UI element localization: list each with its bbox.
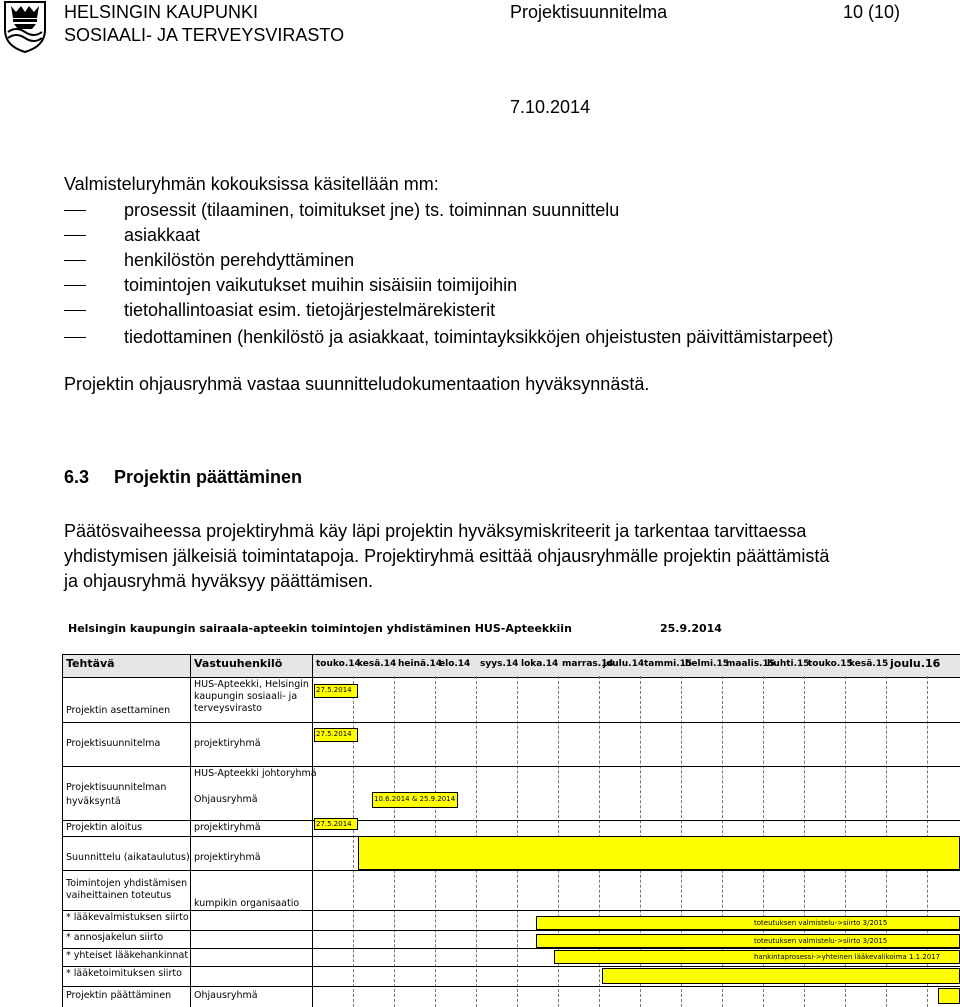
- gantt-title: Helsingin kaupungin sairaala-apteekin toimintojen yhdistäminen HUS-Apteekkiin: [68, 622, 572, 635]
- page-number: 10 (10): [843, 2, 901, 22]
- list-item: asiakkaat: [64, 225, 200, 246]
- gantt-task-label: * yhteiset lääkehankinnat: [66, 950, 189, 961]
- gantt-task-label: hyväksyntä: [66, 796, 121, 807]
- org-name-line2: SOSIAALI- JA TERVEYSVIRASTO: [64, 25, 345, 45]
- gantt-row-divider: [62, 722, 960, 723]
- gantt-month-header: syys.14: [480, 659, 519, 669]
- gantt-bar: [358, 836, 960, 870]
- org-name-line1: HELSINGIN KAUPUNKI: [64, 2, 259, 22]
- gantt-responsible-label: projektiryhmä: [194, 852, 261, 863]
- gantt-bar-label: 27.5.2014: [316, 730, 352, 738]
- gantt-bar-label: 27.5.2014: [316, 686, 352, 694]
- gantt-month-header: tammi.15: [644, 659, 693, 669]
- gantt-task-label: Projektin asettaminen: [66, 705, 171, 716]
- gantt-bar-label: toteutuksen valmistelu->siirto 3/2015: [754, 919, 888, 927]
- gantt-bar-label: toteutuksen valmistelu->siirto 3/2015: [754, 937, 888, 945]
- gantt-row-divider: [62, 948, 960, 949]
- gantt-col-task: Tehtävä: [66, 657, 115, 670]
- gantt-task-label: * lääkevalmistuksen siirto: [66, 912, 189, 923]
- list-item: henkilöstön perehdyttäminen: [64, 250, 354, 271]
- gantt-row-divider: [62, 966, 960, 967]
- gantt-responsible-label: projektiryhmä: [194, 738, 261, 749]
- gantt-task-label: Projektin päättäminen: [66, 990, 172, 1001]
- gantt-month-header: elo.14: [439, 659, 471, 669]
- gantt-month-header: heinä.14: [398, 659, 443, 669]
- gantt-responsible-label: kumpikin organisaatio: [194, 898, 300, 909]
- gantt-header-row: [62, 654, 960, 678]
- gantt-responsible-label: projektiryhmä: [194, 822, 261, 833]
- gantt-month-divider: [353, 676, 354, 1007]
- gantt-responsible-label: HUS-Apteekki johtoryhmä: [194, 768, 317, 779]
- section-paragraph-line: ja ohjausryhmä hyväksyy päättämisen.: [64, 571, 374, 591]
- gantt-month-header: touko.14: [316, 659, 361, 669]
- gantt-responsible-label: terveysvirasto: [194, 703, 262, 714]
- section-number: 6.3: [64, 467, 90, 487]
- gantt-row-divider: [62, 986, 960, 987]
- gantt-bar: [938, 988, 960, 1004]
- gantt-bar-label: hankintaprosessi->yhteinen lääkevalikoima 1.1.2017: [754, 953, 941, 961]
- gantt-bar: [536, 934, 960, 948]
- helsinki-crest-icon: [2, 0, 48, 54]
- list-item: prosessit (tilaaminen, toimitukset jne) ts. toiminnan suunnittelu: [64, 200, 619, 221]
- document-type: Projektisuunnitelma: [510, 2, 668, 22]
- gantt-responsible-label: Ohjausryhmä: [194, 990, 258, 1001]
- gantt-task-label: Suunnittelu (aikataulutus): [66, 852, 190, 863]
- gantt-row-divider: [62, 820, 960, 821]
- gantt-row-divider: [62, 766, 960, 767]
- gantt-month-header: loka.14: [521, 659, 559, 669]
- gantt-column-divider: [62, 654, 63, 1007]
- gantt-task-label: Projektisuunnitelman: [66, 782, 167, 793]
- gantt-bar-label: 27.5.2014: [316, 820, 352, 828]
- gantt-task-label: Projektin aloitus: [66, 822, 143, 833]
- gantt-task-label: * annosjakelun siirto: [66, 932, 164, 943]
- intro-text: Valmisteluryhmän kokouksissa käsitellään mm:: [64, 174, 439, 194]
- gantt-month-header: helmi.15: [685, 659, 730, 669]
- gantt-column-divider: [312, 654, 313, 1007]
- gantt-month-header: joulu.16: [890, 657, 941, 670]
- gantt-responsible-label: kaupungin sosiaali- ja: [194, 691, 298, 702]
- gantt-chart: [62, 614, 960, 1007]
- list-item: toimintojen vaikutukset muihin sisäisiin toimijoihin: [64, 275, 517, 296]
- document-date: 7.10.2014: [510, 97, 591, 117]
- gantt-row-divider: [62, 870, 960, 871]
- gantt-month-header: touko.15: [808, 659, 853, 669]
- section-paragraph-line: Päätösvaiheessa projektiryhmä käy läpi projektin hyväksymiskriteerit ja tarkentaa tarvittaessa: [64, 521, 807, 541]
- gantt-bar-label: 10.6.2014 & 25.9.2014: [374, 795, 456, 803]
- gantt-task-label: Toimintojen yhdistämisen: [66, 878, 188, 889]
- gantt-bar: [602, 968, 960, 984]
- gantt-task-label: * lääketoimituksen siirto: [66, 968, 182, 979]
- gantt-month-header: maalis.15: [726, 659, 775, 669]
- list-item: tiedottaminen (henkilöstö ja asiakkaat, toimintayksikköjen ohjeistusten päivittämistarpeet): [64, 327, 833, 348]
- list-item: tietohallintoasiat esim. tietojärjestelmärekisterit: [64, 300, 495, 321]
- gantt-month-header: marras.14: [562, 659, 614, 669]
- gantt-task-label: Projektisuunnitelma: [66, 738, 161, 749]
- gantt-row-divider: [62, 910, 960, 911]
- approval-text: Projektin ohjausryhmä vastaa suunnitteludokumentaation hyväksynnästä.: [64, 374, 650, 394]
- gantt-month-header: huhti.15: [767, 659, 810, 669]
- section-title: Projektin päättäminen: [114, 467, 303, 487]
- gantt-month-header: kesä.15: [849, 659, 889, 669]
- gantt-bar: [536, 916, 960, 930]
- gantt-column-divider: [190, 654, 191, 1007]
- gantt-task-label: vaiheittainen toteutus: [66, 890, 172, 901]
- gantt-responsible-label: HUS-Apteekki, Helsingin: [194, 679, 309, 690]
- gantt-col-responsible: Vastuuhenkilö: [194, 657, 283, 670]
- gantt-month-header: joulu.14: [603, 659, 645, 669]
- gantt-date: 25.9.2014: [660, 622, 722, 635]
- gantt-responsible-label: Ohjausryhmä: [194, 794, 258, 805]
- section-paragraph-line: yhdistymisen jälkeisiä toimintatapoja. Projektiryhmä esittää ohjausryhmälle projektin päättämistä: [64, 546, 830, 566]
- gantt-row-divider: [62, 930, 960, 931]
- gantt-month-header: kesä.14: [357, 659, 397, 669]
